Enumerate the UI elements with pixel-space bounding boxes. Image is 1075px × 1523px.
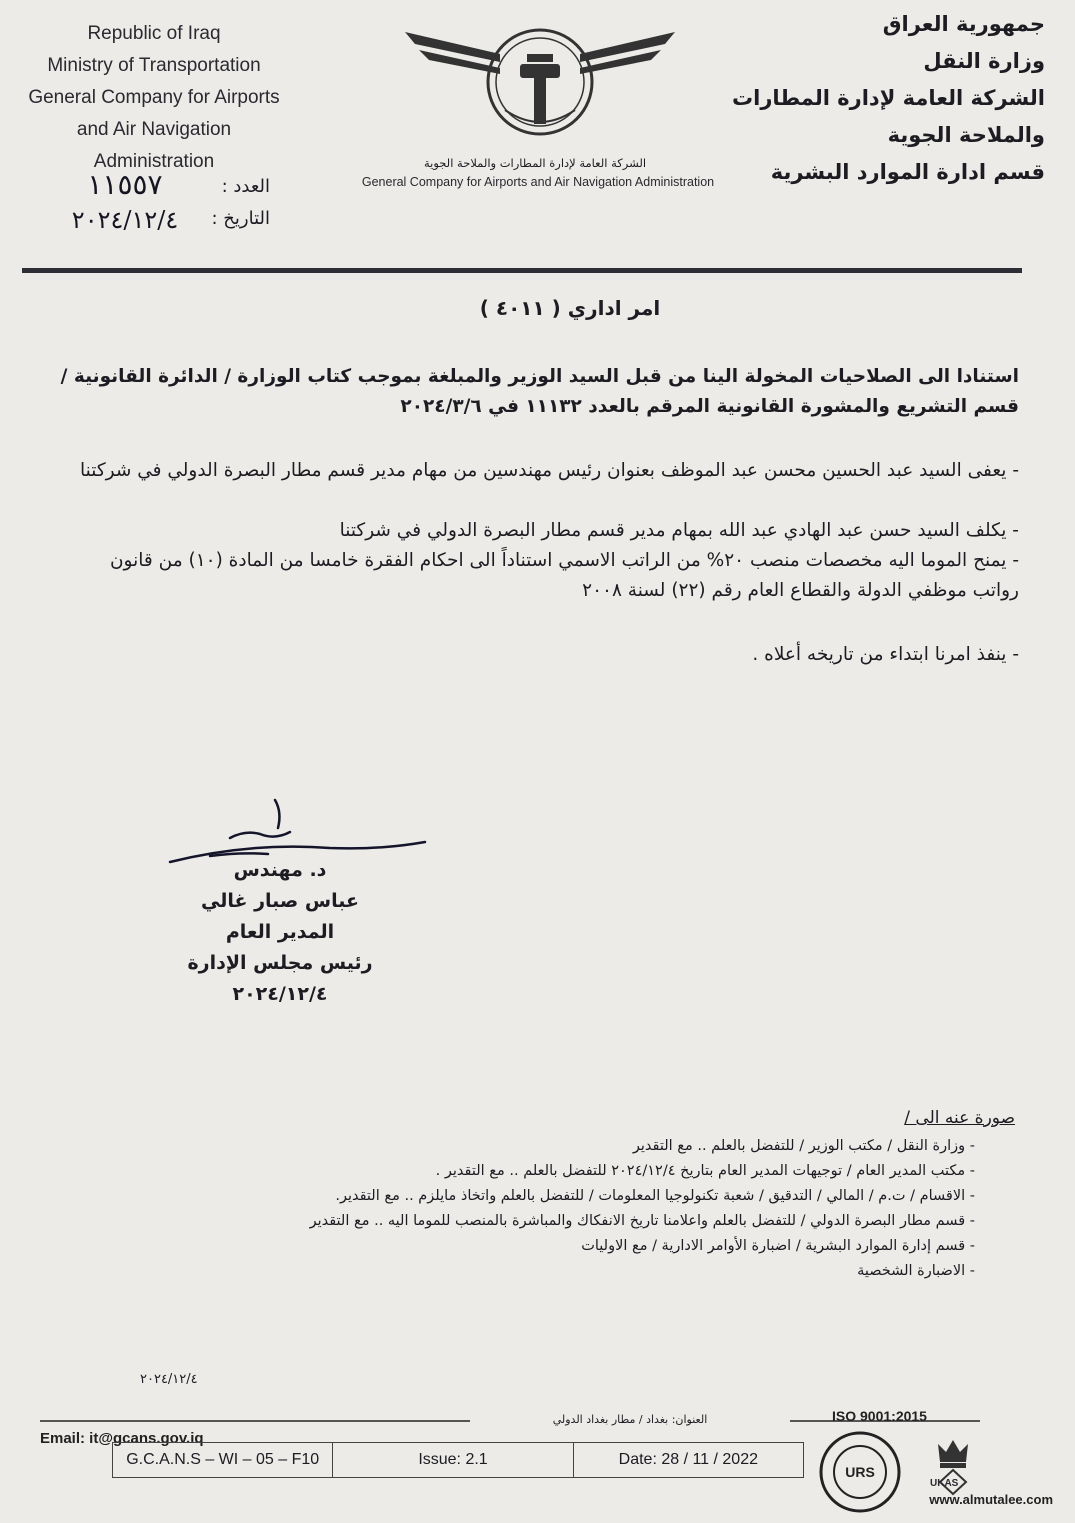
order-item-3: - يمنح الموما اليه مخصصات منصب ٢٠% من الراتب الاسمي استناداً الى احكام الفقرة خامسا من المادة (١٠) من قانون رواتب موظفي الدولة والقطاع العام رقم (٢٢) لسنة ٢٠٠٨ [109,550,1019,601]
copy-item-5: - قسم إدارة الموارد البشرية / اضبارة الأوامر الادارية / مع الاوليات [155,1234,975,1259]
number-label: العدد : [221,176,270,197]
copy-item-6: - الاضبارة الشخصية [155,1259,975,1284]
footer-address: العنوان: بغداد / مطار بغداد الدولي [470,1413,790,1426]
signature-line-4: رئيس مجلس الإدارة [187,952,373,974]
order-title: امر اداري ( ٤٠١١ ) [479,296,661,320]
ukas-seal-icon [918,1430,988,1500]
header-divider [22,268,1022,273]
copies-title: صورة عنه الى / [904,1108,1015,1128]
copy-item-1: - وزارة النقل / مكتب الوزير / للتفضل بالعلم .. مع التقدير [155,1134,975,1159]
header-ar-line-1: جمهورية العراق [882,12,1045,36]
header-ar-line-5: قسم ادارة الموارد البشرية [770,160,1045,184]
header-ar-line-3: الشركة العامة لإدارة المطارات [732,86,1045,110]
copies-list [155,1134,975,1284]
signature-line-5: ٢٠٢٤/١٢/٤ [232,983,328,1005]
footer-iso: ISO 9001:2015 [832,1408,927,1424]
urs-label: URS [845,1464,875,1480]
date-label: التاريخ : [211,208,270,229]
header-arabic [725,6,1045,191]
logo-caption-arabic: الشركة العامة لإدارة المطارات والملاحة الجوية [423,156,647,170]
order-item-4: - ينفذ امرنا ابتداء من تاريخه أعلاه . [752,644,1019,665]
copy-item-2: - مكتب المدير العام / توجيهات المدير العام بتاريخ ٢٠٢٤/١٢/٤ للتفضل بالعلم .. مع التقدير . [155,1159,975,1184]
footer-date: Date: 28 / 11 / 2022 [618,1451,758,1468]
header-en-line-1: Republic of Iraq [87,23,221,44]
urs-seal-icon [818,1430,902,1514]
header-en-line-4: and Air Navigation [76,119,232,140]
number-value: ١١٥٥٧ [87,168,163,201]
logo-caption-english: General Company for Airports and Air Navigation Administration [361,175,715,189]
header-ar-line-2: وزارة النقل [923,49,1045,73]
watermark: www.almutalee.com [929,1492,1053,1507]
ukas-label: UKAS [930,1478,959,1489]
footer-issue: Issue: 2.1 [333,1443,573,1477]
header-en-line-5: Administration [93,151,215,172]
copy-item-3: - الاقسام / ت.م / المالي / التدقيق / شعبة تكنولوجيا المعلومات / للتفضل بالعلم واتخاذ مايلزم .. مع التقدير. [155,1184,975,1209]
company-logo [405,14,675,154]
footer-doc-code: G.C.A.N.S – WI – 05 – F10 [113,1443,333,1477]
order-intro: استنادا الى الصلاحيات المخولة الينا من قبل السيد الوزير والمبلغة بموجب كتاب الوزارة / الدائرة القانونية / قسم التشريع والمشورة القانونية المرقم بالعدد ١١١٣٢ في ٢٠٢٤/٣/٦ [60,366,1019,417]
airport-tower-logo-icon [405,14,675,154]
header-en-line-2: Ministry of Transportation [47,55,261,76]
date-value: ٢٠٢٤/١٢/٤ [71,206,179,234]
signature-line-1: د. مهندس [233,859,327,881]
footer-doc-table [112,1442,804,1478]
signature-line-2: عباس صبار غالي [201,890,359,912]
order-item-1: - يعفى السيد عبد الحسين محسن عبد الموظف بعنوان رئيس مهندسين من مهام مدير قسم مطار البصرة الدولي في شركتنا [80,460,1019,481]
header-ar-line-4: والملاحة الجوية [887,123,1045,147]
copy-item-4: - قسم مطار البصرة الدولي / للتفضل بالعلم واعلامنا تاريخ الانفكاك والمباشرة بالمنصب للموما اليه .. مع التقدير [155,1209,975,1234]
order-item-2: - يكلف السيد حسن عبد الهادي عبد الله بمهام مدير قسم مطار البصرة الدولي في شركتنا [339,520,1019,541]
signature-line-3: المدير العام [225,921,335,943]
signature-block [160,855,400,1010]
header-english [14,18,294,178]
footer-email: Email: it@gcans.gov.iq [40,1430,204,1447]
copies-date-stamp: ٢٠٢٤/١٢/٤ [140,1372,198,1387]
header-en-line-3: General Company for Airports [28,87,280,108]
